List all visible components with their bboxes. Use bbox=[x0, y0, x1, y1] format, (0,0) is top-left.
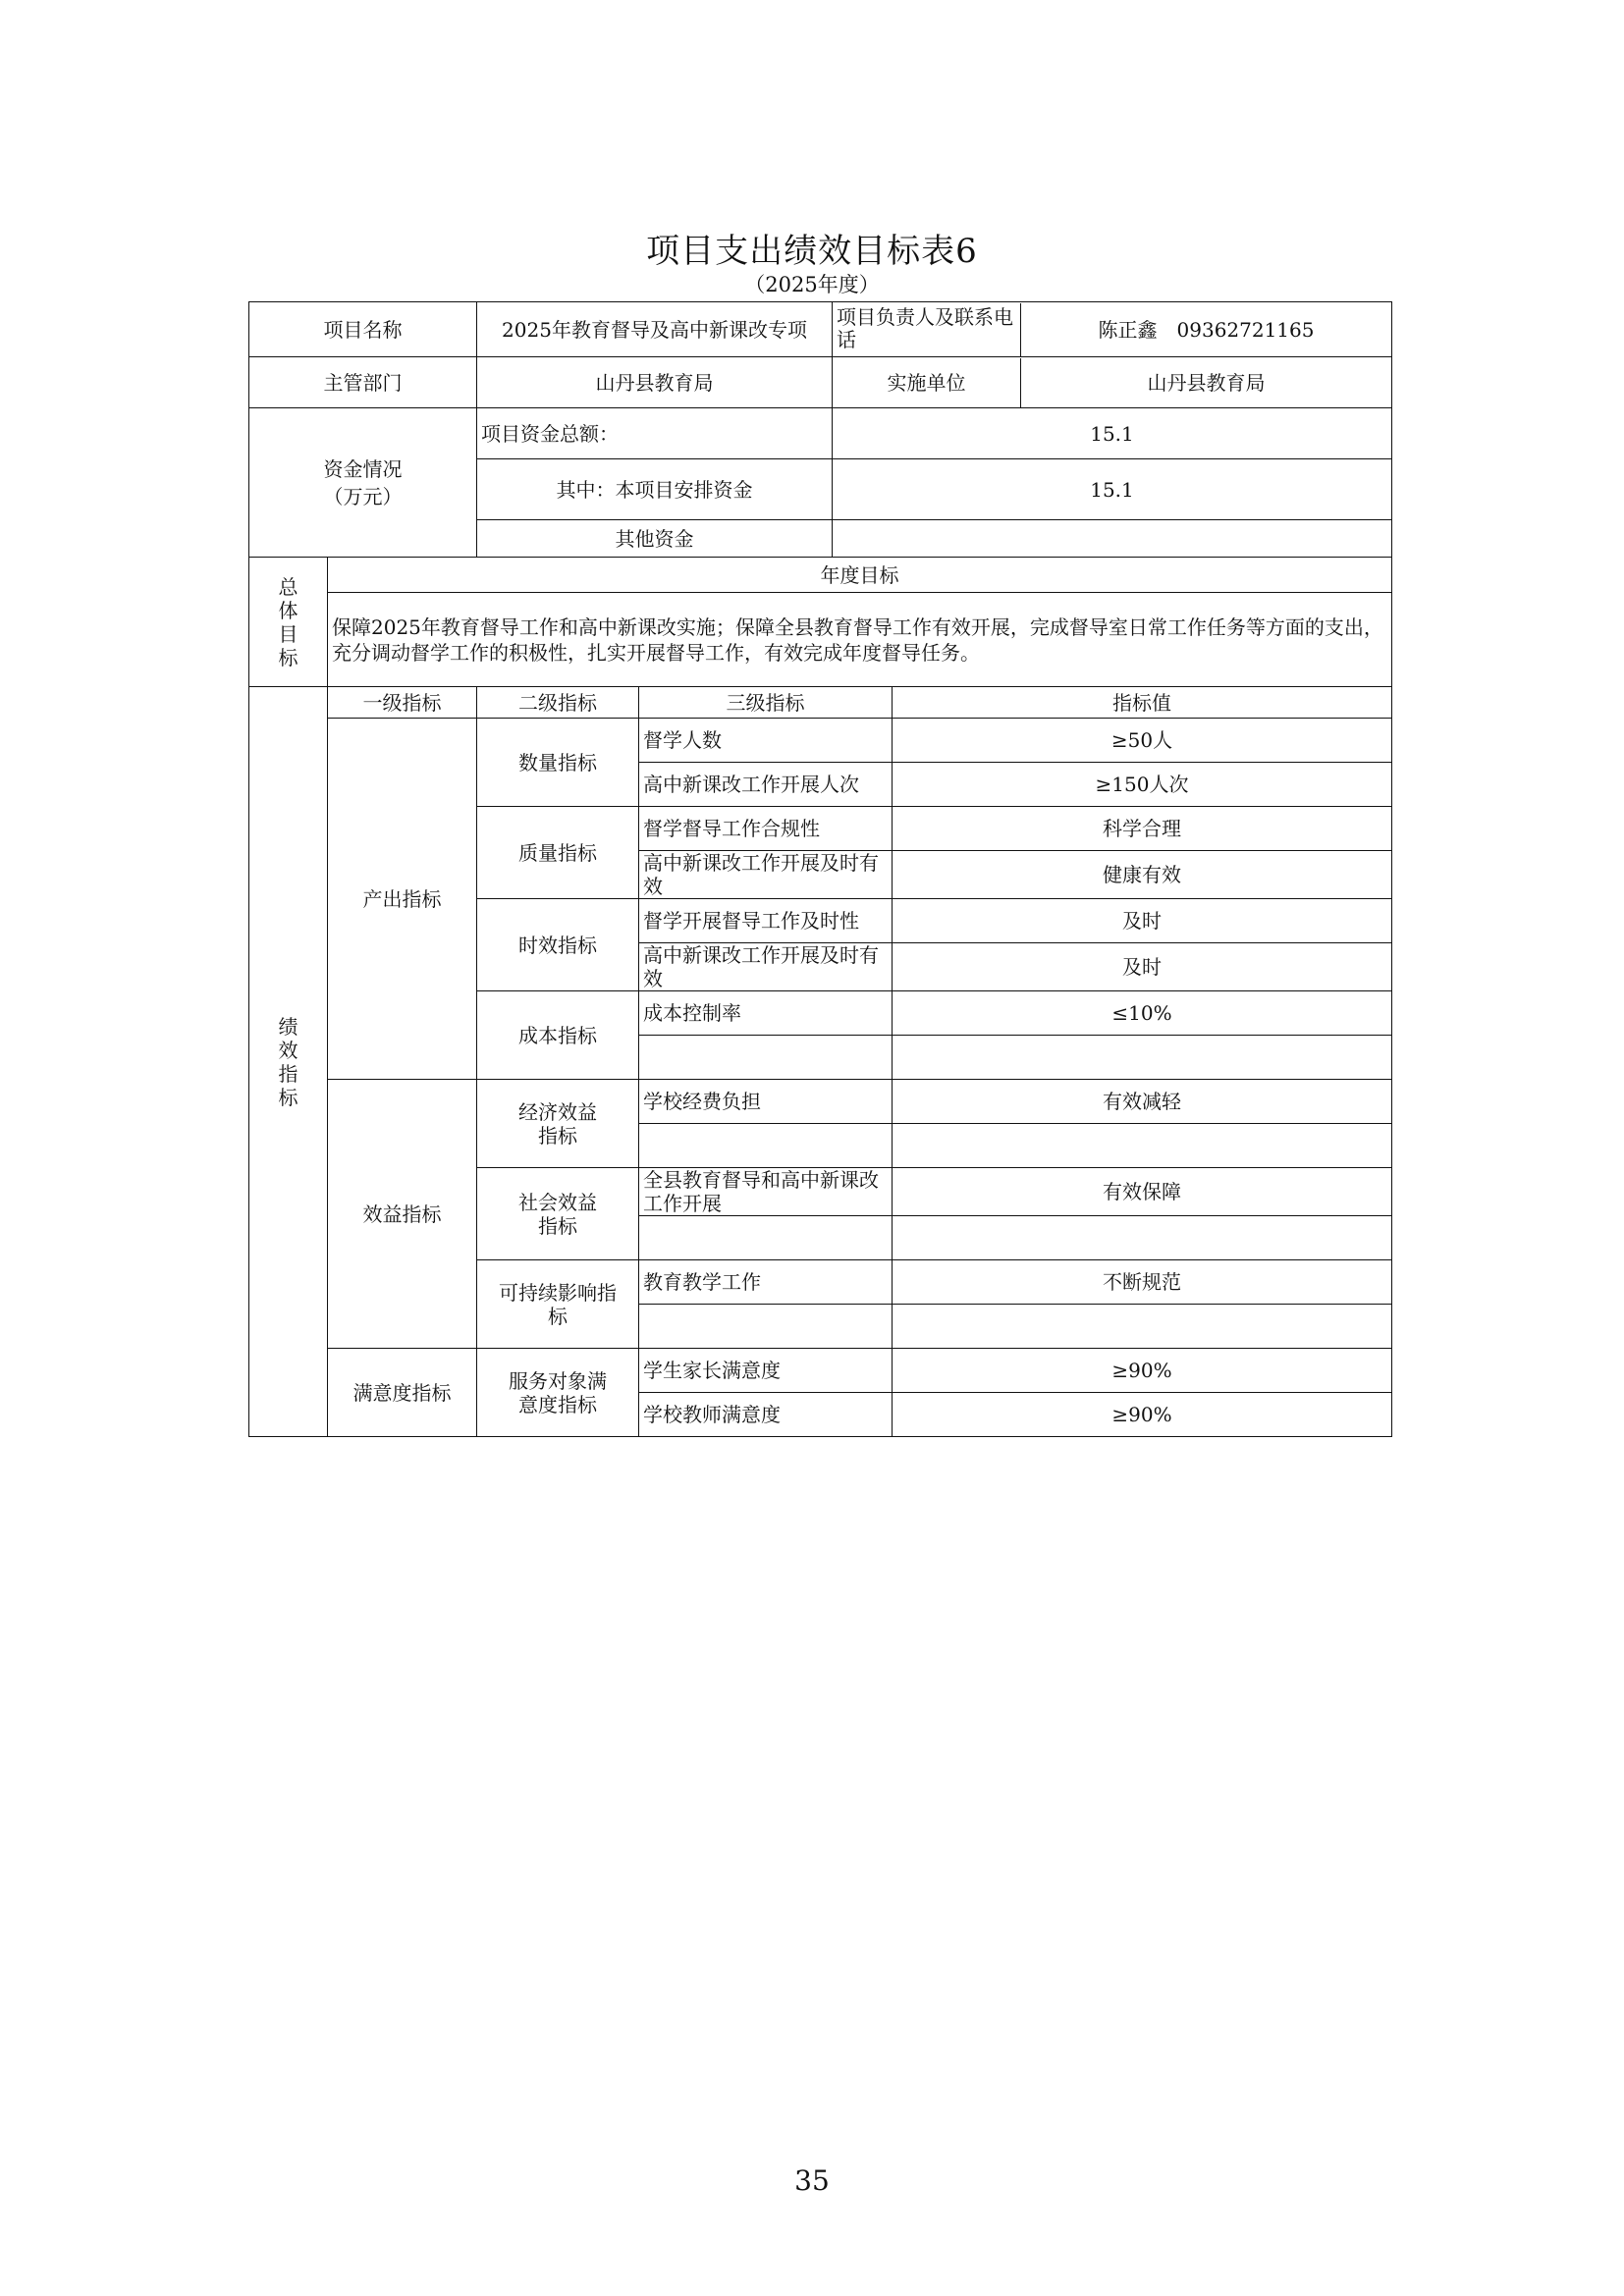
cost-indicators: 成本指标 bbox=[477, 991, 639, 1080]
funds-arranged-label: 其中：本项目安排资金 bbox=[477, 459, 833, 520]
indicator-name bbox=[639, 1036, 893, 1080]
project-name-label: 项目名称 bbox=[249, 302, 477, 357]
indicator-value: ≥90% bbox=[893, 1393, 1392, 1437]
economic-indicators bbox=[477, 1080, 639, 1168]
goal-text: 保障2025年教育督导工作和高中新课改实施；保障全县教育督导工作有效开展，完成督导室日常工作任务等方面的支出，充分调动督学工作的积极性，扎实开展督导工作，有效完成年度督导任务。 bbox=[332, 614, 1383, 665]
indicator-value: 不断规范 bbox=[893, 1260, 1392, 1305]
indicator-name: 教育教学工作 bbox=[639, 1260, 893, 1305]
contact-label-text: 项目负责人及联系电话 bbox=[833, 303, 1021, 356]
goal-header: 年度目标 bbox=[328, 558, 1392, 593]
page-title: 项目支出绩效目标表6 bbox=[646, 232, 978, 271]
indicator-value: ≥90% bbox=[893, 1349, 1392, 1393]
indicator-name: 高中新课改工作开展及时有效 bbox=[639, 943, 893, 991]
benefit-indicators: 效益指标 bbox=[328, 1080, 477, 1349]
impl-label: 实施单位 bbox=[833, 358, 1021, 407]
indicator-value: 及时 bbox=[893, 943, 1392, 991]
goal-label-text: 总体目标 bbox=[278, 574, 298, 669]
indicator-value: ≥150人次 bbox=[893, 763, 1392, 807]
goal-text-cell bbox=[328, 593, 1392, 687]
indicator-name: 督学人数 bbox=[639, 719, 893, 763]
sustain-indicators bbox=[477, 1260, 639, 1349]
indicator-value: 及时 bbox=[893, 899, 1392, 943]
indicator-name: 督学开展督导工作及时性 bbox=[639, 899, 893, 943]
impl-cell bbox=[833, 357, 1392, 408]
indicator-name: 高中新课改工作开展及时有效 bbox=[639, 851, 893, 899]
performance-table bbox=[248, 301, 1392, 1437]
indicator-name: 学校教师满意度 bbox=[639, 1393, 893, 1437]
funds-total-value: 15.1 bbox=[833, 408, 1392, 459]
contact-value: 陈正鑫 09362721165 bbox=[1098, 317, 1315, 342]
indicator-name: 学校经费负担 bbox=[639, 1080, 893, 1124]
funds-other-value bbox=[833, 520, 1392, 558]
indicator-value: 健康有效 bbox=[893, 851, 1392, 899]
quality-indicators: 质量指标 bbox=[477, 807, 639, 899]
indicator-value bbox=[893, 1216, 1392, 1260]
project-name-value: 2025年教育督导及高中新课改专项 bbox=[477, 302, 833, 357]
indicator-name bbox=[639, 1124, 893, 1168]
header-level1: 一级指标 bbox=[328, 687, 477, 719]
social-indicators bbox=[477, 1168, 639, 1260]
indicator-name: 成本控制率 bbox=[639, 991, 893, 1036]
indicator-value: ≥50人 bbox=[893, 719, 1392, 763]
goal-label bbox=[249, 558, 328, 687]
indicators-label-text: 绩效指标 bbox=[278, 1014, 298, 1109]
indicator-value: ≤10% bbox=[893, 991, 1392, 1036]
indicators-label bbox=[249, 687, 328, 1437]
indicator-value bbox=[893, 1305, 1392, 1349]
indicator-value bbox=[893, 1036, 1392, 1080]
impl-value: 山丹县教育局 bbox=[1147, 370, 1266, 395]
timeliness-indicators: 时效指标 bbox=[477, 899, 639, 991]
page-number: 35 bbox=[794, 2164, 830, 2197]
indicator-name bbox=[639, 1216, 893, 1260]
page-subtitle: （2025年度） bbox=[744, 273, 880, 296]
funds-arranged-value: 15.1 bbox=[833, 459, 1392, 520]
indicator-name: 学生家长满意度 bbox=[639, 1349, 893, 1393]
indicator-value: 有效减轻 bbox=[893, 1080, 1392, 1124]
indicator-name: 督学督导工作合规性 bbox=[639, 807, 893, 851]
funds-other-label: 其他资金 bbox=[477, 520, 833, 558]
output-indicators: 产出指标 bbox=[328, 719, 477, 1080]
economic-label: 经济效益指标 bbox=[518, 1099, 597, 1148]
indicator-value: 有效保障 bbox=[893, 1168, 1392, 1216]
sustain-label: 可持续影响指标 bbox=[499, 1280, 617, 1328]
header-level2: 二级指标 bbox=[477, 687, 639, 719]
indicator-name: 全县教育督导和高中新课改工作开展 bbox=[639, 1168, 893, 1216]
header-level3: 三级指标 bbox=[639, 687, 893, 719]
satisfaction-indicators: 满意度指标 bbox=[328, 1349, 477, 1437]
funds-total-label: 项目资金总额： bbox=[477, 408, 833, 459]
service-label: 服务对象满意度指标 bbox=[509, 1368, 607, 1416]
contact-cell bbox=[833, 302, 1392, 357]
social-label: 社会效益指标 bbox=[518, 1190, 597, 1238]
dept-label: 主管部门 bbox=[249, 357, 477, 408]
funds-label bbox=[249, 408, 477, 558]
dept-value: 山丹县教育局 bbox=[477, 357, 833, 408]
indicator-value: 科学合理 bbox=[893, 807, 1392, 851]
header-value: 指标值 bbox=[893, 687, 1392, 719]
service-indicators bbox=[477, 1349, 639, 1437]
indicator-name bbox=[639, 1305, 893, 1349]
indicator-value bbox=[893, 1124, 1392, 1168]
indicator-name: 高中新课改工作开展人次 bbox=[639, 763, 893, 807]
funds-label-text: 资金情况（万元） bbox=[323, 456, 403, 508]
quantity-indicators: 数量指标 bbox=[477, 719, 639, 807]
